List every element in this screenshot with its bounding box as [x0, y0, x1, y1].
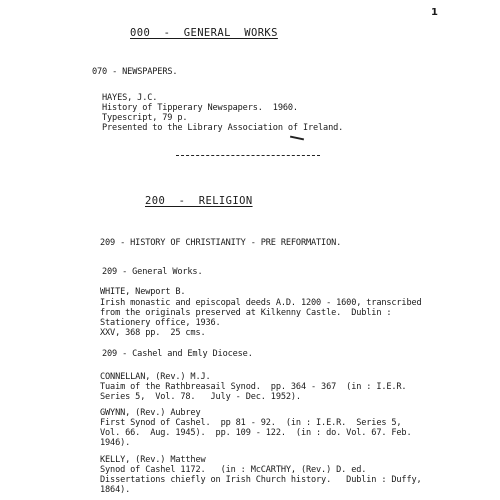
hayes-title: History of Tipperary Newspapers. 1960. — [102, 103, 298, 113]
class-heading-209-history: 209 - HISTORY OF CHRISTIANITY - PRE REFORMATION. — [100, 238, 342, 248]
kelly-year: 1864). — [100, 485, 131, 495]
class-heading-209-cashel: 209 - Cashel and Emly Diocese. — [102, 349, 253, 359]
connellan-source: Series 5, Vol. 78. July - Dec. 1952). — [100, 392, 301, 402]
hayes-note: Presented to the Library Association of Ireland. — [102, 123, 344, 133]
white-title-line1: Irish monastic and episcopal deeds A.D. 1200 - 1600, transcribed — [100, 298, 422, 308]
class-heading-209-general: 209 - General Works. — [102, 267, 203, 277]
connellan-author: CONNELLAN, (Rev.) M.J. — [100, 372, 211, 382]
kelly-author: KELLY, (Rev.) Matthew — [100, 455, 206, 465]
hayes-author: HAYES, J.C. — [102, 93, 158, 103]
connellan-title: Tuaim of the Rathbreasail Synod. pp. 364 - 367 (in : I.E.R. — [100, 382, 407, 392]
section-header-general-works: 000 - GENERAL WORKS — [130, 27, 278, 39]
white-publisher: Stationery office, 1936. — [100, 318, 221, 328]
gwynn-author: GWYNN, (Rev.) Aubrey — [100, 408, 201, 418]
section-header-religion: 200 - RELIGION — [145, 195, 253, 207]
white-author: WHITE, Newport B. — [100, 287, 186, 297]
hayes-format: Typescript, 79 p. — [102, 113, 188, 123]
handwritten-tick-mark — [290, 136, 304, 141]
class-heading-070: 070 - NEWSPAPERS. — [92, 67, 178, 77]
gwynn-title: First Synod of Cashel. pp 81 - 92. (in : I.E.R. Series 5, — [100, 418, 402, 428]
gwynn-year: 1946). — [100, 438, 131, 448]
white-title-line2: from the originals preserved at Kilkenny Castle. Dublin : — [100, 308, 392, 318]
section-divider — [176, 155, 320, 156]
white-extent: XXV, 368 pp. 25 cms. — [100, 328, 206, 338]
kelly-title: Synod of Cashel 1172. (in : McCARTHY, (Rev.) D. ed. — [100, 465, 367, 475]
kelly-source: Dissertations chiefly on Irish Church history. Dublin : Duffy, — [100, 475, 422, 485]
page-number: 1 — [431, 7, 438, 18]
gwynn-source: Vol. 66. Aug. 1945). pp. 109 - 122. (in : do. Vol. 67. Feb. — [100, 428, 412, 438]
